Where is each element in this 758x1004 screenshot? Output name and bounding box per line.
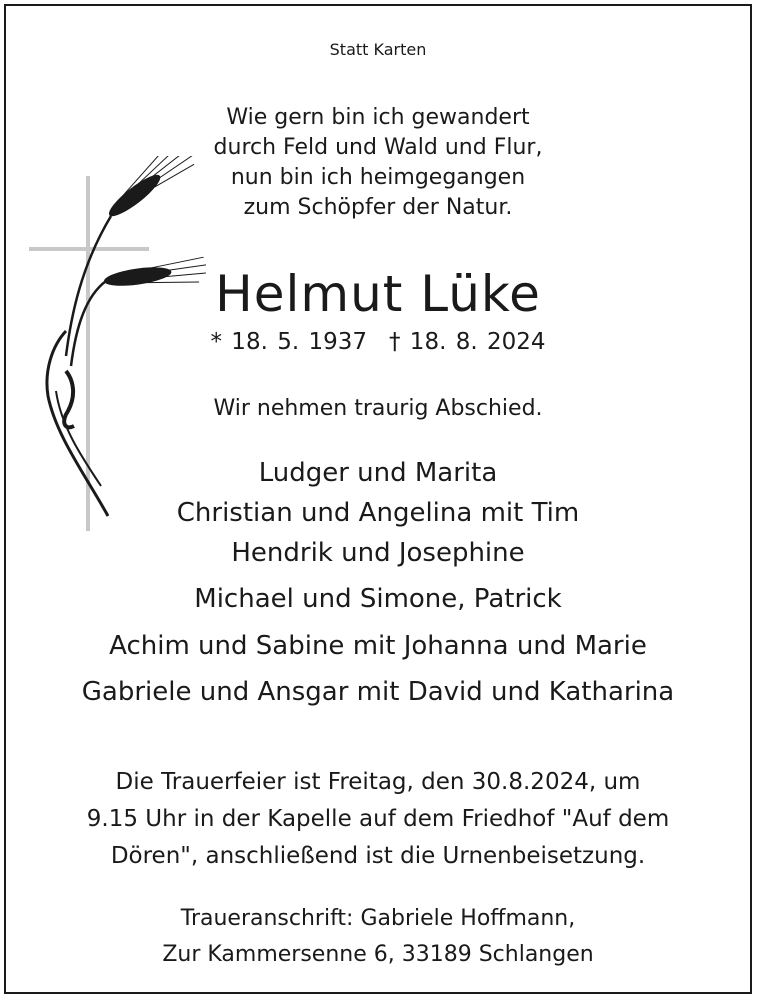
family-line-5: Achim und Sabine mit Johanna und Marie bbox=[109, 631, 647, 661]
poem-line-3: nun bin ich heimgegangen bbox=[230, 165, 526, 190]
deceased-name: Helmut Lüke bbox=[215, 265, 541, 323]
family-line-4: Michael und Simone, Patrick bbox=[194, 584, 562, 614]
funeral-notice-line-2: 9.15 Uhr in der Kapelle auf dem Friedhof "Auf dem bbox=[86, 806, 670, 832]
poem-line-2: durch Feld und Wald und Flur, bbox=[213, 135, 543, 160]
address-line-1: Traueranschrift: Gabriele Hoffmann, bbox=[180, 906, 576, 931]
funeral-notice-line-3: Dören", anschließend ist die Urnenbeisetzung. bbox=[110, 843, 646, 869]
family-line-2: Christian und Angelina mit Tim bbox=[176, 498, 580, 528]
obituary-notice bbox=[4, 4, 752, 994]
family-line-3: Hendrik und Josephine bbox=[231, 538, 525, 568]
birth-date: * 18. 5. 1937 bbox=[210, 329, 367, 355]
farewell-text: Wir nehmen traurig Abschied. bbox=[213, 396, 543, 421]
address-line-2: Zur Kammersenne 6, 33189 Schlangen bbox=[162, 942, 594, 967]
funeral-notice-line-1: Die Trauerfeier ist Freitag, den 30.8.2024, um bbox=[115, 769, 641, 795]
family-line-6: Gabriele und Ansgar mit David und Katharina bbox=[81, 677, 675, 707]
header-label: Statt Karten bbox=[329, 40, 427, 59]
poem-line-1: Wie gern bin ich gewandert bbox=[226, 105, 530, 130]
life-dates bbox=[6, 329, 750, 355]
poem-line-4: zum Schöpfer der Natur. bbox=[243, 195, 513, 220]
death-date: † 18. 8. 2024 bbox=[389, 329, 546, 355]
family-line-1: Ludger und Marita bbox=[258, 458, 498, 488]
